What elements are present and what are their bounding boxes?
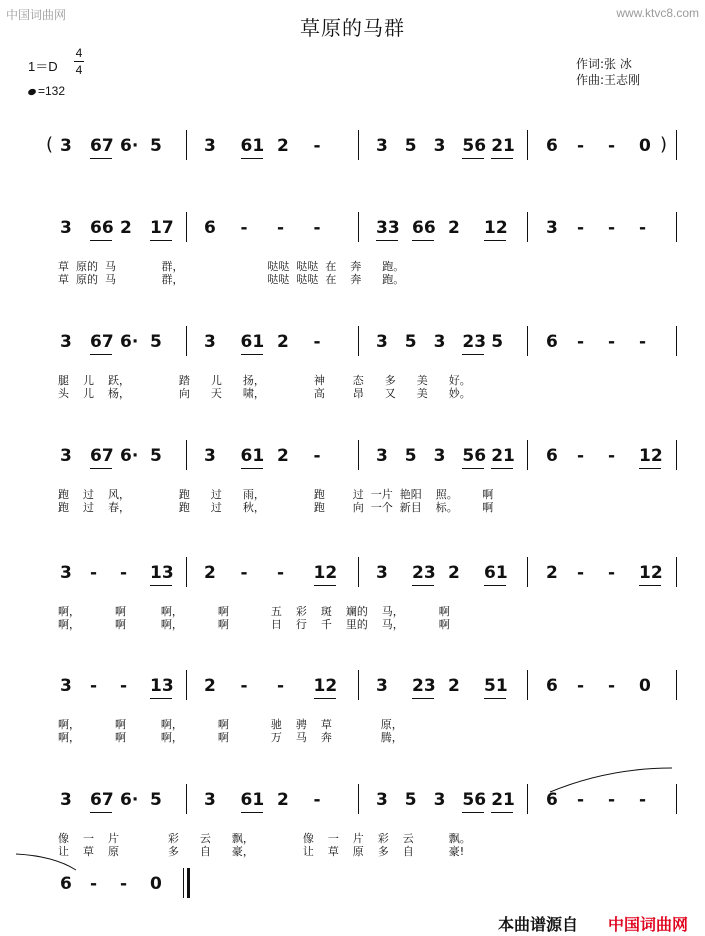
note: 3 xyxy=(376,332,388,352)
note: 6· xyxy=(120,136,139,156)
note: 51 xyxy=(484,676,508,696)
bar-line xyxy=(527,784,528,814)
note: 3 xyxy=(60,218,72,238)
note: 3 xyxy=(60,790,72,810)
note: 6· xyxy=(120,332,139,352)
note: 61 xyxy=(240,790,265,810)
eighth-underline xyxy=(412,240,434,241)
note: 2 xyxy=(277,446,289,466)
bar-line xyxy=(527,130,528,160)
eighth-underline xyxy=(462,354,484,355)
eighth-underline xyxy=(462,812,484,813)
note: 6· xyxy=(120,446,139,466)
lyric-line-1: 腿 儿 跃， 踏 儿 扬， 神 态 多 美 好。 xyxy=(58,374,471,387)
note: 2 xyxy=(448,218,460,238)
lyric-line-2: 头 儿 杨， 向 天 啸， 高 昂 又 美 妙。 xyxy=(58,387,471,400)
sustain-dash: - xyxy=(577,332,585,352)
sustain-dash: - xyxy=(608,136,616,156)
sustain-dash: - xyxy=(577,218,585,238)
lyric-line-2: 啊， 啊 啊， 啊 日 行 千 里的 马， 啊 xyxy=(58,618,450,631)
note: 2 xyxy=(204,676,216,696)
eighth-underline xyxy=(462,468,484,469)
note: 5 xyxy=(491,332,504,352)
eighth-underline xyxy=(150,240,172,241)
eighth-underline xyxy=(412,698,434,699)
note: 0 xyxy=(639,136,651,156)
bar-line xyxy=(527,557,528,587)
lyric-line-2: 草 原的 马 群， 哒哒 哒哒 在 奔 跑。 xyxy=(58,273,405,286)
eighth-underline xyxy=(412,585,434,586)
bar-line xyxy=(527,440,528,470)
sustain-dash: - xyxy=(608,218,616,238)
note: 6· xyxy=(120,790,139,810)
sustain-dash: - xyxy=(90,676,98,696)
note: 61 xyxy=(240,446,265,466)
bar-line xyxy=(186,557,187,587)
note: 3 xyxy=(433,332,446,352)
eighth-underline xyxy=(491,158,513,159)
bar-line xyxy=(358,440,359,470)
sustain-dash: - xyxy=(240,563,248,583)
eighth-underline xyxy=(314,698,336,699)
eighth-underline xyxy=(241,354,263,355)
note: 12 xyxy=(639,563,663,583)
sustain-dash: - xyxy=(577,563,585,583)
note: 6 xyxy=(546,446,558,466)
time-signature xyxy=(74,46,84,77)
lyric-line-1: 啊， 啊 啊， 啊 五 彩 斑 斓的 马， 啊 xyxy=(58,605,450,618)
note: 12 xyxy=(313,563,338,583)
sustain-dash: - xyxy=(90,874,98,894)
composer-credit: 作曲:王志刚 xyxy=(576,73,641,87)
note: 2 xyxy=(120,218,132,238)
bar-line xyxy=(358,557,359,587)
note: 6 xyxy=(546,332,558,352)
bar-line xyxy=(358,130,359,160)
repeat-paren-open: ( xyxy=(46,134,54,155)
notes-row xyxy=(0,218,705,242)
eighth-underline xyxy=(241,158,263,159)
eighth-underline xyxy=(484,698,506,699)
note: 12 xyxy=(313,676,338,696)
note: 61 xyxy=(240,136,265,156)
notes-row xyxy=(0,136,705,160)
note: 67 xyxy=(90,136,114,156)
note: 23 xyxy=(412,676,436,696)
note: 6 xyxy=(546,676,558,696)
note: 66 xyxy=(90,218,114,238)
watermark-top-left: 中国词曲网 xyxy=(6,8,67,22)
key-signature: 1＝D xyxy=(28,59,58,74)
note: 3 xyxy=(376,790,388,810)
sustain-dash: - xyxy=(608,676,616,696)
eighth-underline xyxy=(484,240,506,241)
bar-line xyxy=(676,130,677,160)
note: 13 xyxy=(150,563,174,583)
lyric-line-2: 让 草 原 多 自 豪， 让 草 原 多 自 豪! xyxy=(58,845,465,858)
footer-site: 中国词曲网 xyxy=(608,915,689,934)
sustain-dash: - xyxy=(639,790,647,810)
note: 5 xyxy=(150,446,162,466)
note: 5 xyxy=(150,332,162,352)
note: 0 xyxy=(150,874,162,894)
bar-line xyxy=(186,212,187,242)
note: 3 xyxy=(60,563,72,583)
quarter-note-icon xyxy=(27,88,37,96)
tie-arc xyxy=(548,766,688,796)
final-bar-thin xyxy=(183,868,184,898)
note: 3 xyxy=(60,676,72,696)
final-bar-thick xyxy=(187,868,190,898)
sustain-dash: - xyxy=(577,136,585,156)
sustain-dash: - xyxy=(277,218,285,238)
note: 5 xyxy=(404,446,417,466)
bar-line xyxy=(358,784,359,814)
note: 12 xyxy=(484,218,508,238)
sustain-dash: - xyxy=(639,332,647,352)
tempo-marking xyxy=(28,84,65,98)
eighth-underline xyxy=(462,158,484,159)
sustain-dash: - xyxy=(313,332,321,352)
lyricist-credit: 作词:张 冰 xyxy=(576,57,632,71)
notes-row xyxy=(0,446,705,470)
note: 21 xyxy=(491,446,515,466)
bar-line xyxy=(527,212,528,242)
bar-line xyxy=(186,440,187,470)
note: 3 xyxy=(376,446,388,466)
bar-line xyxy=(186,670,187,700)
note: 2 xyxy=(448,676,460,696)
eighth-underline xyxy=(639,468,661,469)
eighth-underline xyxy=(150,698,172,699)
note: 56 xyxy=(462,446,487,466)
bar-line xyxy=(676,670,677,700)
note: 3 xyxy=(204,136,216,156)
eighth-underline xyxy=(90,468,112,469)
sustain-dash: - xyxy=(577,446,585,466)
note: 3 xyxy=(60,446,72,466)
sustain-dash: - xyxy=(277,676,285,696)
eighth-underline xyxy=(90,240,112,241)
eighth-underline xyxy=(639,585,661,586)
bar-line xyxy=(676,440,677,470)
note: 23 xyxy=(412,563,436,583)
note: 3 xyxy=(204,332,216,352)
note: 3 xyxy=(204,790,216,810)
lyric-line-1: 草 原的 马 群， 哒哒 哒哒 在 奔 跑。 xyxy=(58,260,405,273)
bar-line xyxy=(186,784,187,814)
note: 6 xyxy=(546,136,558,156)
bar-line xyxy=(676,557,677,587)
note: 33 xyxy=(376,218,400,238)
note: 5 xyxy=(150,136,162,156)
note: 0 xyxy=(639,676,651,696)
sustain-dash: - xyxy=(608,790,616,810)
sustain-dash: - xyxy=(120,563,128,583)
eighth-underline xyxy=(491,812,513,813)
score-title: 草原的马群 xyxy=(300,16,405,40)
note: 12 xyxy=(639,446,663,466)
sustain-dash: - xyxy=(313,136,321,156)
note: 67 xyxy=(90,332,114,352)
sustain-dash: - xyxy=(277,563,285,583)
sustain-dash: - xyxy=(240,218,248,238)
notes-row xyxy=(0,563,705,587)
lyric-line-1: 啊， 啊 啊， 啊 驰 骋 草 原， xyxy=(58,718,403,731)
note: 3 xyxy=(60,332,72,352)
note: 61 xyxy=(484,563,508,583)
tie-arc xyxy=(14,852,94,872)
note: 23 xyxy=(462,332,487,352)
tempo-value: =132 xyxy=(38,84,66,98)
note: 2 xyxy=(204,563,216,583)
sustain-dash: - xyxy=(608,563,616,583)
time-sig-bottom: 4 xyxy=(75,63,83,77)
note: 21 xyxy=(491,790,515,810)
lyric-line-2: 啊， 啊 啊， 啊 万 马 奔 腾， xyxy=(58,731,403,744)
note: 5 xyxy=(150,790,162,810)
sustain-dash: - xyxy=(90,563,98,583)
note: 6 xyxy=(546,790,558,810)
note: 2 xyxy=(277,790,289,810)
note: 6 xyxy=(60,874,72,894)
eighth-underline xyxy=(241,468,263,469)
note: 5 xyxy=(404,136,417,156)
eighth-underline xyxy=(241,812,263,813)
note: 56 xyxy=(462,136,487,156)
watermark-top-right: www.ktvc8.com xyxy=(616,6,699,20)
note: 3 xyxy=(376,563,388,583)
note: 5 xyxy=(404,790,417,810)
eighth-underline xyxy=(90,354,112,355)
lyric-line-1: 跑 过 风， 跑 过 雨， 跑 过 一片 艳阳 照。 啊 xyxy=(58,488,494,501)
notes-row xyxy=(0,676,705,700)
sustain-dash: - xyxy=(639,218,647,238)
sustain-dash: - xyxy=(313,446,321,466)
lyric-line-2: 跑 过 春， 跑 过 秋， 跑 向 一个 新目 标。 啊 xyxy=(58,501,494,514)
note: 17 xyxy=(150,218,174,238)
note: 6 xyxy=(204,218,216,238)
sustain-dash: - xyxy=(577,676,585,696)
sustain-dash: - xyxy=(577,790,585,810)
bar-line xyxy=(186,326,187,356)
note: 3 xyxy=(376,136,388,156)
eighth-underline xyxy=(314,585,336,586)
note: 3 xyxy=(433,790,446,810)
sustain-dash: - xyxy=(120,676,128,696)
bar-line xyxy=(676,326,677,356)
note: 3 xyxy=(60,136,72,156)
note: 3 xyxy=(546,218,558,238)
bar-line xyxy=(358,670,359,700)
note: 5 xyxy=(404,332,417,352)
eighth-underline xyxy=(376,240,398,241)
note: 2 xyxy=(448,563,460,583)
note: 2 xyxy=(546,563,558,583)
note: 56 xyxy=(462,790,487,810)
eighth-underline xyxy=(150,585,172,586)
note: 3 xyxy=(204,446,216,466)
bar-line xyxy=(527,326,528,356)
sustain-dash: - xyxy=(240,676,248,696)
sustain-dash: - xyxy=(120,874,128,894)
note: 3 xyxy=(433,136,446,156)
eighth-underline xyxy=(90,812,112,813)
note: 2 xyxy=(277,332,289,352)
notes-row xyxy=(0,874,705,898)
note: 67 xyxy=(90,790,114,810)
lyric-line-1: 像 一 片 彩 云 飘， 像 一 片 彩 云 飘。 xyxy=(58,832,471,845)
note: 13 xyxy=(150,676,174,696)
sustain-dash: - xyxy=(608,446,616,466)
note: 2 xyxy=(277,136,289,156)
bar-line xyxy=(527,670,528,700)
bar-line xyxy=(358,326,359,356)
note: 67 xyxy=(90,446,114,466)
eighth-underline xyxy=(90,158,112,159)
footer-source: 本曲谱源自 xyxy=(498,915,579,934)
time-sig-top: 4 xyxy=(75,46,83,60)
eighth-underline xyxy=(484,585,506,586)
eighth-underline xyxy=(491,468,513,469)
repeat-paren-close: ) xyxy=(660,134,668,155)
notes-row xyxy=(0,332,705,356)
note: 21 xyxy=(491,136,515,156)
note: 61 xyxy=(240,332,265,352)
bar-line xyxy=(186,130,187,160)
bar-line xyxy=(358,212,359,242)
bar-line xyxy=(676,212,677,242)
note: 66 xyxy=(412,218,436,238)
sustain-dash: - xyxy=(313,790,321,810)
sustain-dash: - xyxy=(608,332,616,352)
note: 3 xyxy=(433,446,446,466)
note: 3 xyxy=(376,676,388,696)
sustain-dash: - xyxy=(313,218,321,238)
